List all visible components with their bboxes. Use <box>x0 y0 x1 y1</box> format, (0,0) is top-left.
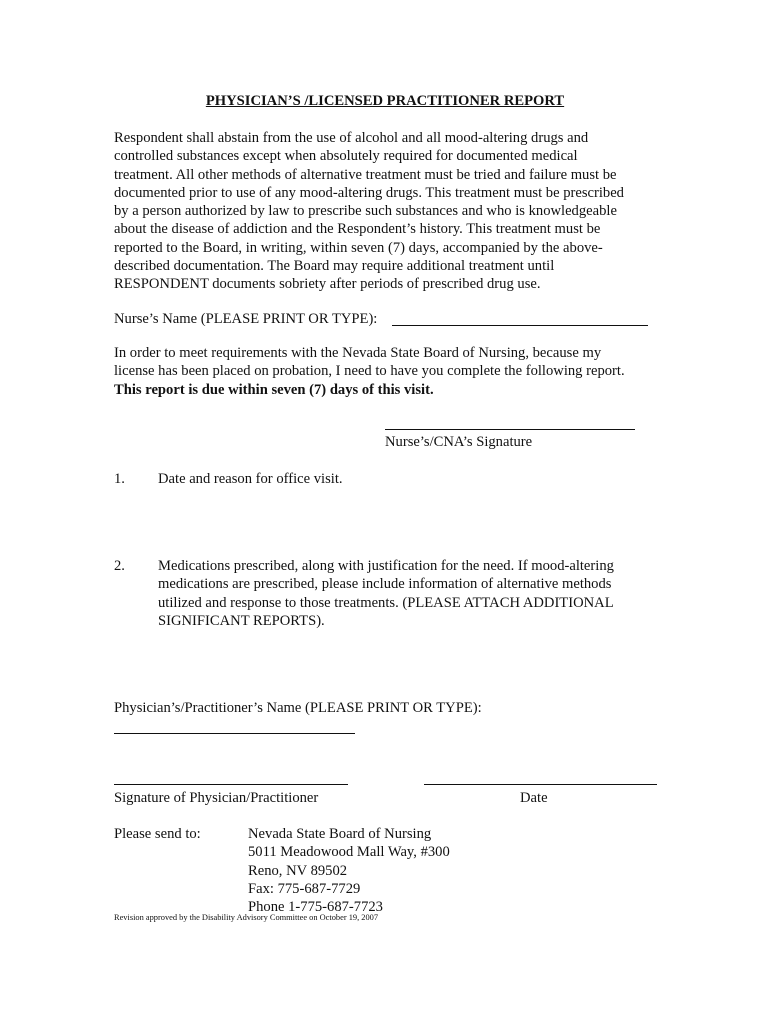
intro-line: treatment. All other methods of alternative treatment must be tried and failure must be <box>114 166 617 183</box>
intro-line: about the disease of addiction and the Respondent’s history. This treatment must be <box>114 221 601 238</box>
nurse-name-label: Nurse’s Name (PLEASE PRINT OR TYPE): <box>114 311 378 327</box>
intro-line: RESPONDENT documents sobriety after periods of prescribed drug use. <box>114 276 541 293</box>
request-paragraph <box>114 344 654 399</box>
due-notice: This report is due within seven (7) days of this visit. <box>114 381 434 398</box>
item-line: utilized and response to those treatments. (PLEASE ATTACH ADDITIONAL <box>158 594 614 611</box>
item-number: 1. <box>114 471 125 487</box>
send-to-label: Please send to: <box>114 826 201 842</box>
address-line: Phone 1-775-687-7723 <box>248 899 383 916</box>
request-line: In order to meet requirements with the Nevada State Board of Nursing, because my <box>114 345 602 361</box>
date-label: Date <box>520 790 548 806</box>
item-text <box>158 557 658 630</box>
date-field[interactable] <box>424 784 657 785</box>
nurse-name-row <box>114 310 377 328</box>
physician-name-field[interactable] <box>114 733 355 734</box>
item-text <box>158 470 658 488</box>
nurse-signature-field[interactable] <box>385 429 635 430</box>
physician-signature-label: Signature of Physician/Practitioner <box>114 790 319 806</box>
address-line: Reno, NV 89502 <box>248 862 348 879</box>
intro-line: reported to the Board, in writing, within seven (7) days, accompanied by the above- <box>114 239 603 256</box>
nurse-name-field[interactable] <box>392 325 648 326</box>
intro-paragraph <box>114 129 654 294</box>
page-title: PHYSICIAN’S /LICENSED PRACTITIONER REPORT <box>205 93 565 109</box>
nurse-signature-label: Nurse’s/CNA’s Signature <box>385 434 533 450</box>
address-line: Fax: 775-687-7729 <box>248 880 361 897</box>
revision-note: Revision approved by the Disability Advisory Committee on October 19, 2007 <box>114 913 379 922</box>
intro-line: by a person authorized by law to prescribe such substances and who is knowledgeable <box>114 203 617 220</box>
intro-line: documented prior to use of any mood-altering drugs. This treatment must be prescribed <box>114 184 624 201</box>
physician-name-label: Physician’s/Practitioner’s Name (PLEASE PRINT OR TYPE): <box>114 700 482 716</box>
item-number: 2. <box>114 558 125 574</box>
intro-line: controlled substances except when absolutely required for documented medical <box>114 148 578 165</box>
mailing-address <box>248 825 450 916</box>
request-line: license has been placed on probation, I need to have you complete the following report. <box>114 363 625 380</box>
physician-signature-field[interactable] <box>114 784 348 785</box>
item-line: Medications prescribed, along with justification for the need. If mood-altering <box>158 558 614 574</box>
address-line: Nevada State Board of Nursing <box>248 826 432 842</box>
address-line: 5011 Meadowood Mall Way, #300 <box>248 844 450 861</box>
intro-line: Respondent shall abstain from the use of alcohol and all mood-altering drugs and <box>114 130 589 146</box>
intro-line: described documentation. The Board may require additional treatment until <box>114 258 555 275</box>
item-line: medications are prescribed, please include information of alternative methods <box>158 576 612 593</box>
item-line: SIGNIFICANT REPORTS). <box>158 612 325 629</box>
item-line: Date and reason for office visit. <box>158 471 343 487</box>
